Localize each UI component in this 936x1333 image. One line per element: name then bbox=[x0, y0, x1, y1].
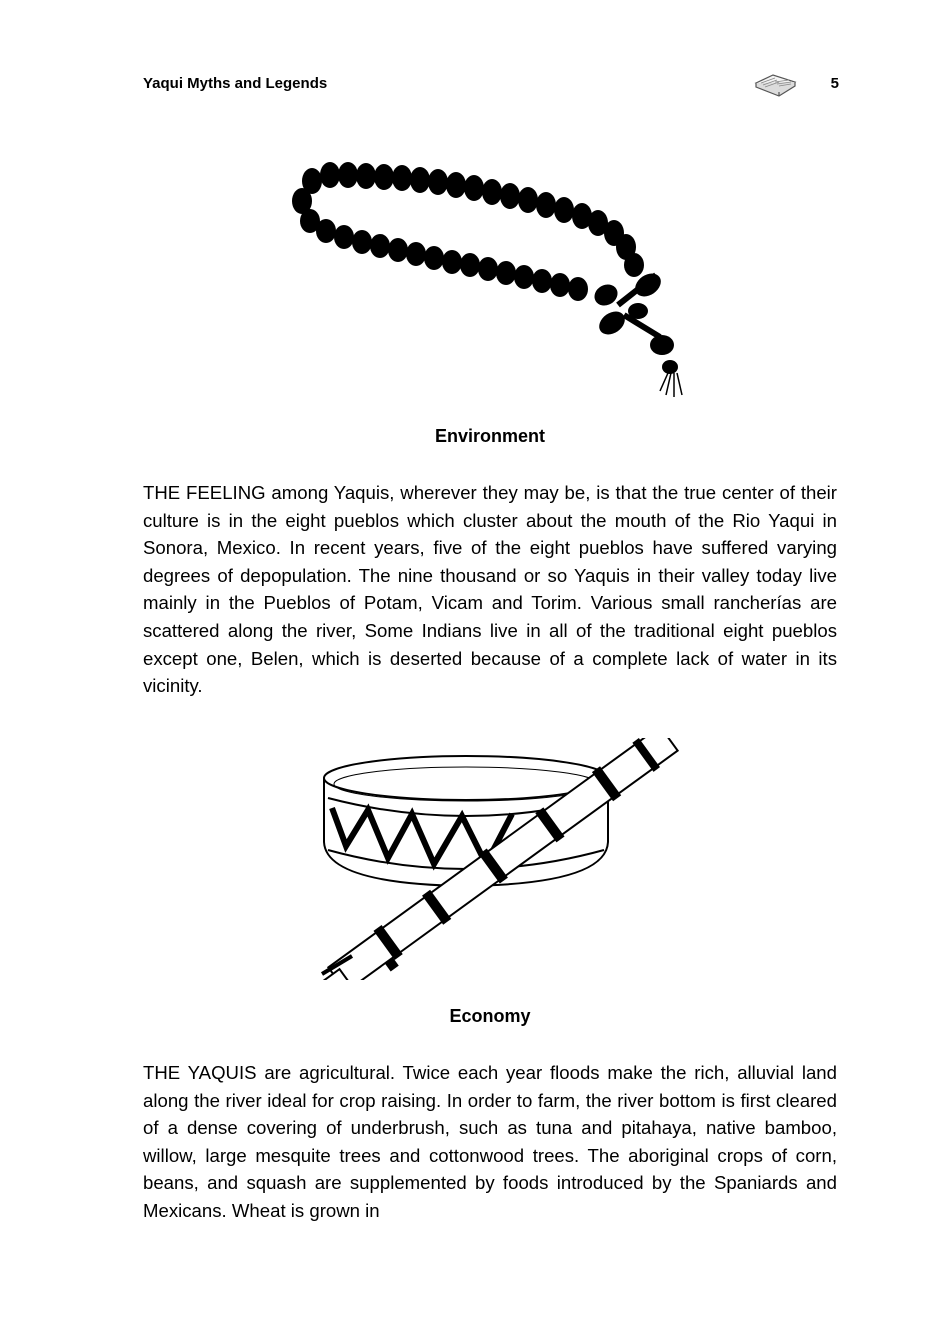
economy-paragraph: THE YAQUIS are agricultural. Twice each year floods make the rich, alluvial land along the river ideal for crop raising. In order to farm, the river bottom is first cleared of a dense covering of underbrush, such as tuna and pitahaya, native bamboo, willow, large mesquite trees and cottonwood trees. The aboriginal crops of corn, beans, and squash are supplemented by foods introduced by the Spaniards and Mexicans. Wheat is grown in bbox=[143, 1062, 837, 1221]
book-title: Yaqui Myths and Legends bbox=[143, 75, 328, 92]
running-header bbox=[143, 75, 839, 97]
drum-and-flute-icon bbox=[316, 738, 690, 980]
section-heading-economy: Economy bbox=[449, 1006, 531, 1026]
environment-paragraph: THE FEELING among Yaquis, wherever they may be, is that the true center of their culture is in the eight pueblos which cluster about the mouth of the Rio Yaqui in Sonora, Mexico. In recent years, five of the eight pueblos have suffered varying degrees of depopulation. The nine thousand or so Yaquis in their valley today live mainly in the Pueblos of Potam, Vicam and Torim. Various small rancherías are scattered along the river, Some Indians live in all of the traditional eight pueblos except one, Belen, which is deserted because of a complete lack of water in its vicinity. bbox=[143, 482, 837, 697]
open-book-icon bbox=[753, 69, 799, 99]
section-heading-environment: Environment bbox=[434, 426, 545, 446]
rosary-icon bbox=[288, 145, 690, 400]
page-number: 5 bbox=[830, 75, 839, 92]
